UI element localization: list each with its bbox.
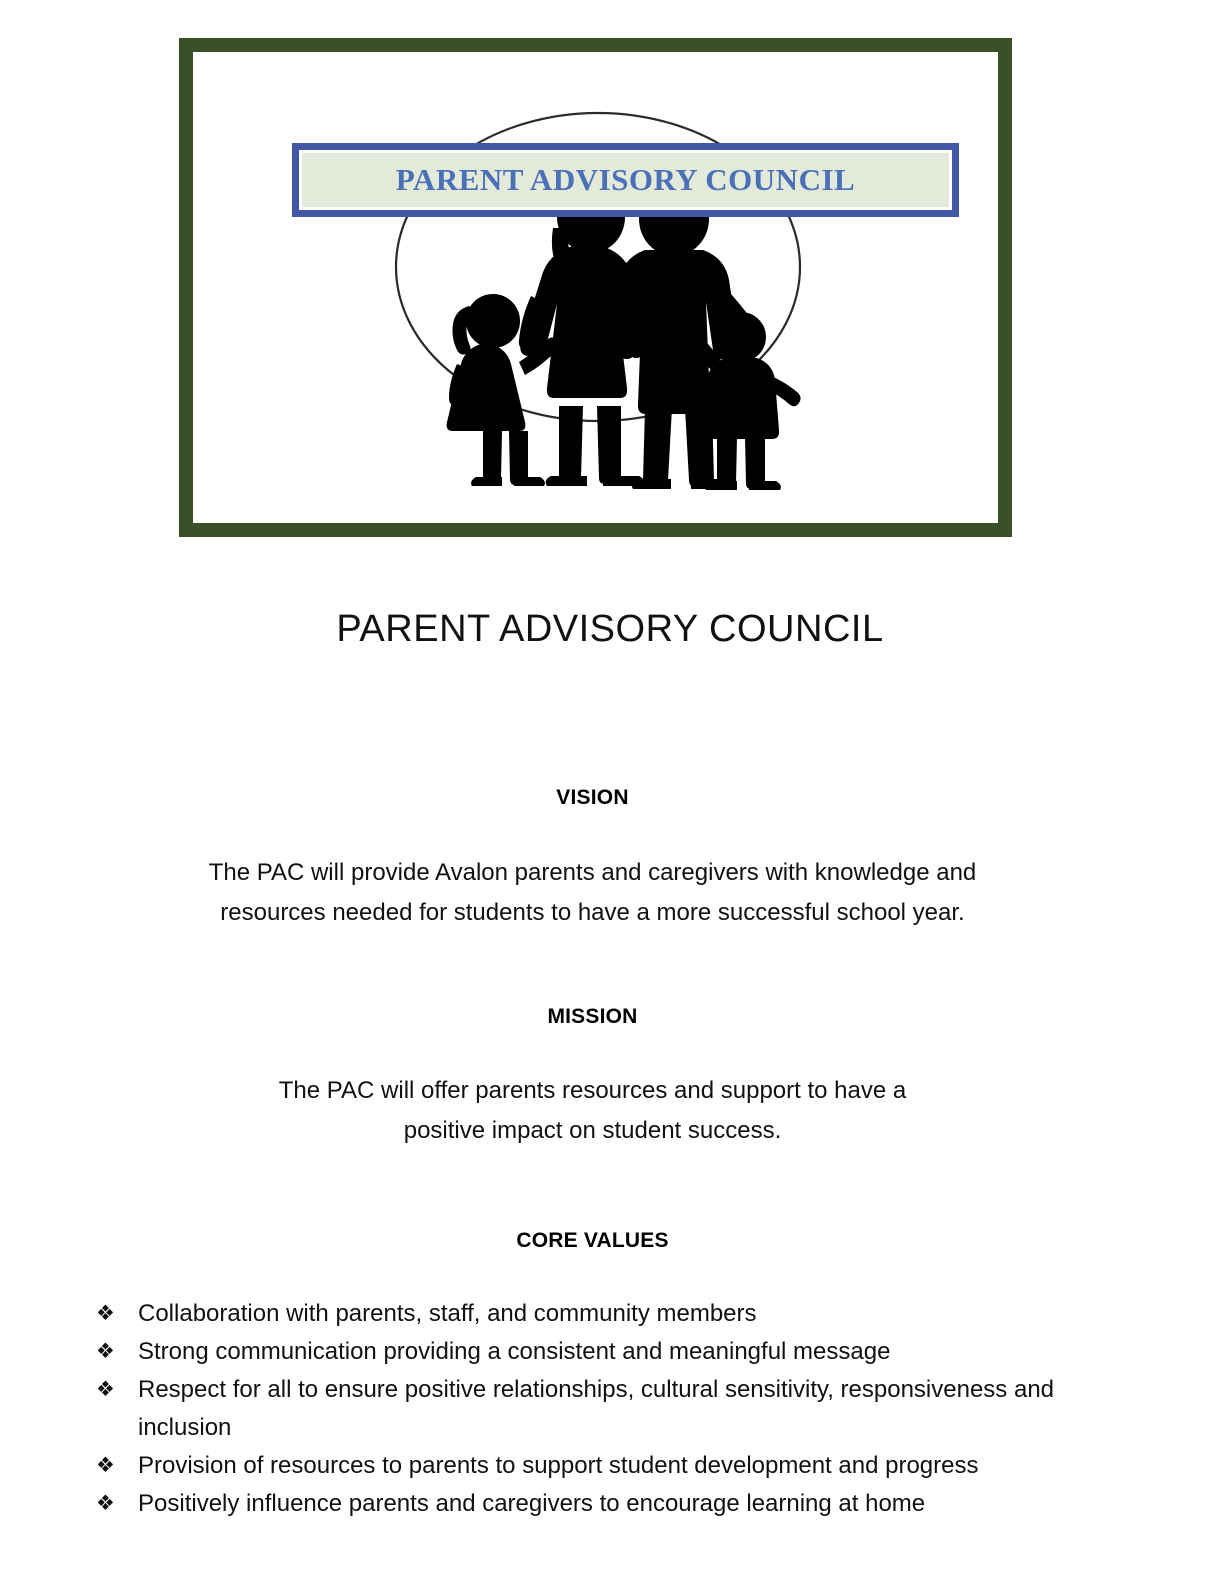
core-value-item (0, 1371, 1220, 1447)
mission-heading: MISSION (547, 1005, 638, 1028)
core-value-item (0, 1447, 1220, 1485)
diamond-bullet-icon: ❖ (96, 1340, 115, 1363)
mission-line-1: The PAC will offer parents resources and support to have a (278, 1077, 907, 1104)
vision-line-2: resources needed for students to have a more successful school year. (220, 899, 965, 926)
diamond-bullet-icon: ❖ (96, 1492, 115, 1515)
logo-banner-fill (302, 153, 949, 207)
core-value-item (0, 1333, 1220, 1371)
diamond-bullet-icon: ❖ (96, 1302, 115, 1325)
core-value-text: Respect for all to ensure positive relationships, cultural sensitivity, responsiveness and inclusion (138, 1376, 1055, 1441)
page-title: PARENT ADVISORY COUNCIL (336, 608, 884, 651)
vision-body (0, 853, 1185, 933)
core-value-text: Positively influence parents and caregivers to encourage learning at home (138, 1490, 926, 1517)
vision-line-1: The PAC will provide Avalon parents and caregivers with knowledge and (208, 859, 977, 886)
family-silhouette-illustration (193, 52, 998, 523)
core-values-list (0, 1295, 1220, 1523)
logo-banner-text: PARENT ADVISORY COUNCIL (395, 162, 856, 197)
core-value-text: Provision of resources to parents to support student development and progress (138, 1452, 979, 1479)
core-value-text: Strong communication providing a consistent and meaningful message (138, 1338, 891, 1365)
vision-heading: VISION (556, 786, 629, 809)
core-values-heading: CORE VALUES (516, 1229, 669, 1252)
logo-banner (292, 143, 959, 217)
core-value-item (0, 1485, 1220, 1523)
core-value-item (0, 1295, 1220, 1333)
diamond-bullet-icon: ❖ (96, 1454, 115, 1477)
mission-body (0, 1071, 1185, 1151)
logo-frame (179, 38, 1012, 537)
logo-inner-area (193, 52, 998, 523)
diamond-bullet-icon: ❖ (96, 1378, 115, 1401)
mission-line-2: positive impact on student success. (403, 1117, 782, 1144)
core-value-text: Collaboration with parents, staff, and community members (138, 1300, 757, 1327)
